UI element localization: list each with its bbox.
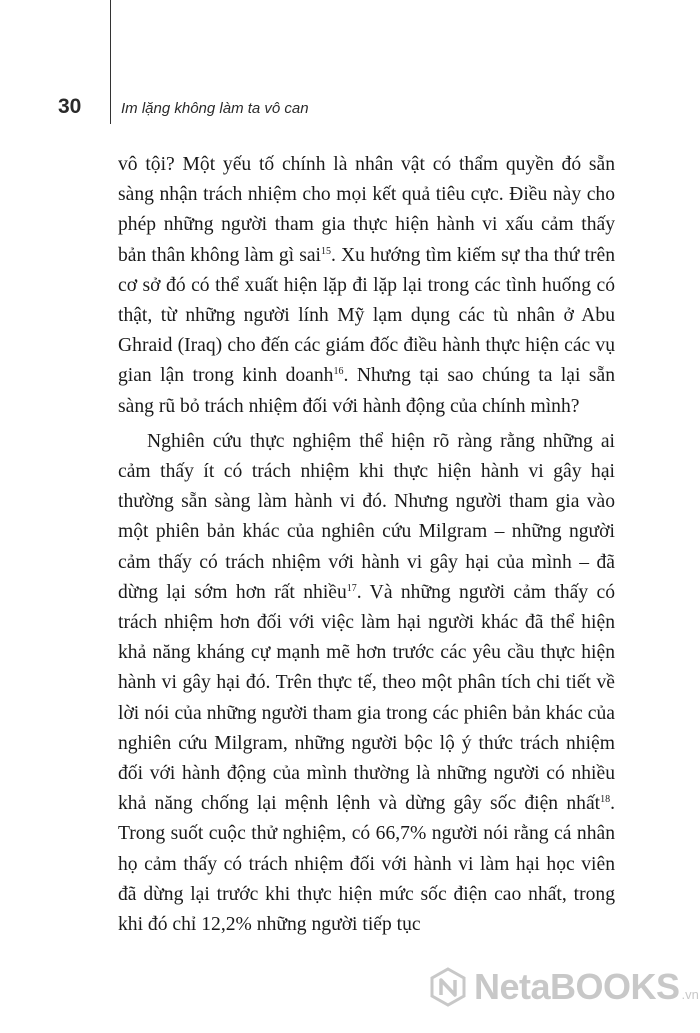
body-text (118, 150, 615, 940)
footnote-ref-16: 16 (333, 366, 344, 378)
footnote-ref-17: 17 (346, 582, 357, 594)
footnote-ref-18: 18 (600, 794, 611, 806)
page-number: 30 (58, 95, 82, 118)
paragraph-1 (118, 150, 615, 422)
paragraph-1-text-1: vô tội? Một yếu tố chính là nhân vật có thẩm quyền đó sẵn sàng nhận trách nhiệm cho mọi kết quả tiêu cực. Điều này cho phép những người tham gia thực hiện hành vi xấu cảm thấy bản thân không làm gì sai (118, 154, 615, 266)
paragraph-1-text-3: . Nhưng tại sao chúng ta lại sẵn sàng rũ bỏ trách nhiệm đối với hành động của chính mình? (118, 365, 616, 417)
watermark (428, 966, 699, 1008)
watermark-tld: .vn (681, 987, 699, 1002)
paragraph-2 (118, 427, 615, 940)
running-title: Im lặng không làm ta vô can (121, 100, 309, 117)
watermark-name: NetaBOOKS (474, 966, 680, 1007)
header-divider-line (110, 0, 111, 124)
netabooks-logo-icon (428, 967, 468, 1007)
footnote-ref-15: 15 (321, 245, 332, 257)
paragraph-2-text-1: Nghiên cứu thực nghiệm thể hiện rõ ràng rằng những ai cảm thấy ít có trách nhiệm khi thực hiện hành vi gây hại thường sẵn sàng làm hành vi đó. Nhưng người tham gia vào một phiên bản khác của nghiên cứu Milgram – những người cảm thấy có trách nhiệm với hành vi gây hại của mình – đã dừng lại sớm hơn rất nhiều (118, 430, 615, 603)
paragraph-2-text-3: . Trong suốt cuộc thử nghiệm, có 66,7% người nói rằng cá nhân họ cảm thấy có trách nhiệm đối với hành vi làm hại học viên đã dừng lại trước khi thực hiện mức sốc điện cao nhất, trong khi đó chỉ 12,2% những người tiếp tục (118, 793, 615, 936)
paragraph-2-text-2: . Và những người cảm thấy có trách nhiệm hơn đối với việc làm hại người khác đã thể hiện khả năng kháng cự mạnh mẽ hơn trước các yêu cầu thực hiện hành vi gây hại đó. Trên thực tế, theo một phân tích chi tiết về lời nói của những người tham gia trong các phiên bản khác của nghiên cứu Milgram, những người bộc lộ ý thức trách nhiệm đối với hành động của mình thường là những người có nhiều khả năng chống lại mệnh lệnh và dừng gây sốc điện nhất (118, 581, 615, 815)
paragraph-1-text-2: . Xu hướng tìm kiếm sự tha thứ trên cơ sở đó có thể xuất hiện lặp đi lặp lại trong các tình huống có thật, từ những người lính Mỹ lạm dụng các tù nhân ở Abu Ghraid (Iraq) cho đến các giám đốc điều hành thực hiện các vụ gian lận trong kinh doanh (118, 244, 616, 387)
